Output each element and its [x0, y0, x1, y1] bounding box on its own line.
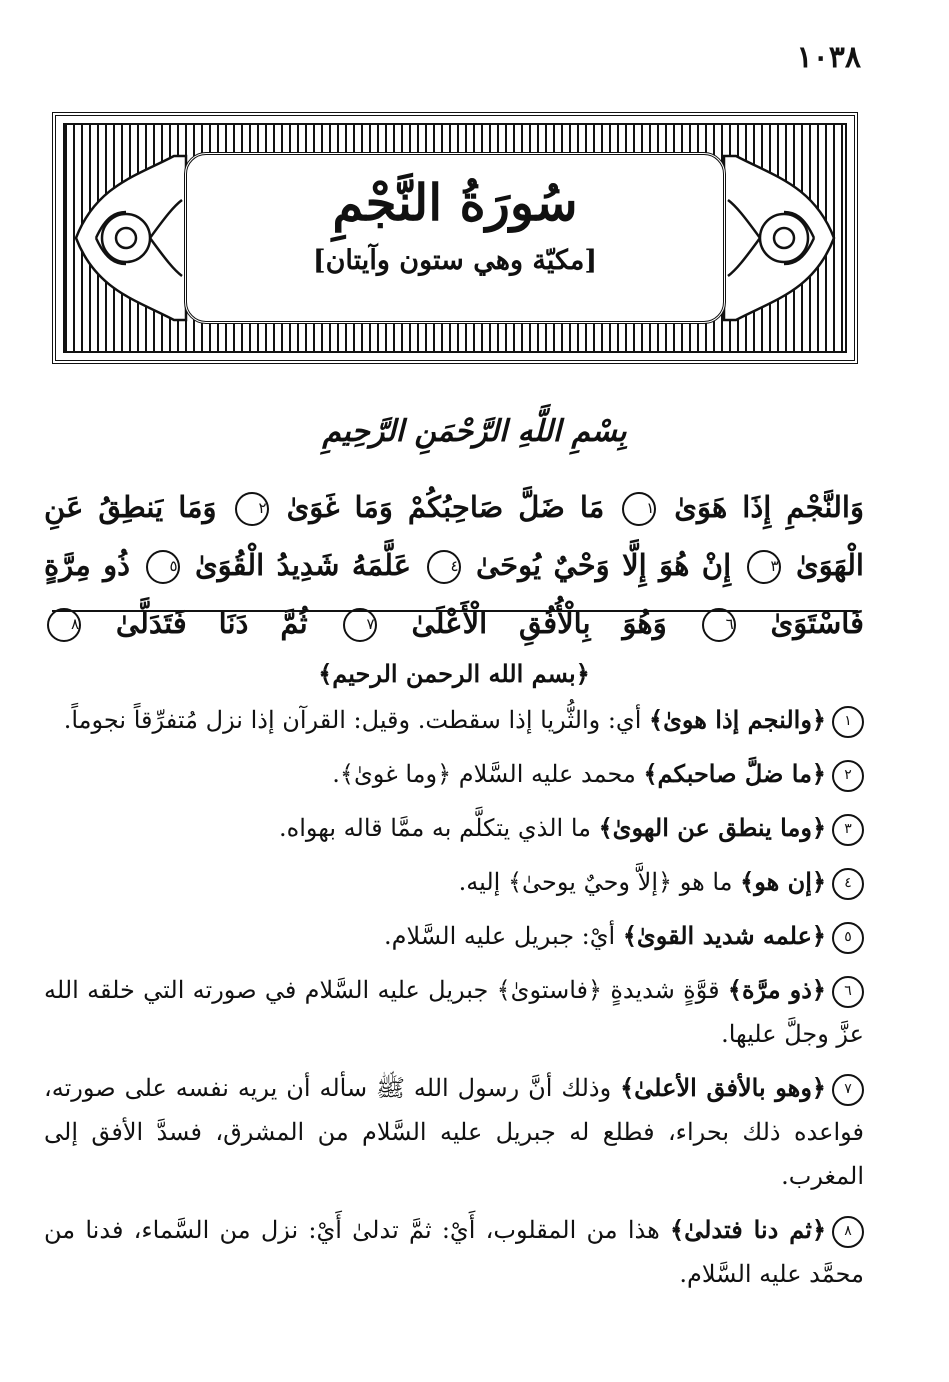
- quoted-verse: ﴿وهو بالأفق الأعلىٰ﴾: [620, 1073, 826, 1102]
- quran-verses: [44, 478, 864, 652]
- page-number: ١٠٣٨: [796, 40, 861, 75]
- verse-text: ثُمَّ دَنَا فَتَدَلَّىٰ: [115, 606, 308, 640]
- ayah-number-marker: ١: [622, 492, 656, 526]
- commentary-text: ما الذي يتكلَّم به ممَّا قاله بهواه.: [279, 814, 599, 842]
- tafsir-entry: [44, 752, 864, 796]
- tafsir-entry: [44, 860, 864, 904]
- basmala: بِسْمِ اللَّهِ الرَّحْمَنِ الرَّحِيمِ: [322, 414, 627, 449]
- commentary-text: محمد عليه السَّلام ﴿وما غوىٰ﴾.: [332, 760, 644, 788]
- commentary-text: قوَّةٍ شديدةٍ ﴿فاستوىٰ﴾ جبريل عليه السَّلام في صورته التي خلقه الله عزَّ وجلَّ عليها.: [44, 976, 864, 1048]
- commentary-text: هذا من المقلوب، أَيْ: ثمَّ تدلىٰ أَيْ: نزل من السَّماء، فدنا من محمَّد عليه السَّلام.: [44, 1216, 864, 1288]
- quoted-verse: ﴿ثم دنا فتدلىٰ﴾: [670, 1215, 826, 1244]
- commentary-text: ما هو ﴿إلاَّ وحيٌ يوحىٰ﴾ إليه.: [458, 868, 741, 896]
- ayah-number-marker: ١: [832, 706, 864, 738]
- tafsir-entry: [44, 1066, 864, 1198]
- surah-header-frame: [52, 112, 858, 364]
- ayah-number-marker: ٣: [832, 814, 864, 846]
- ayah-number-marker: ٣: [747, 550, 781, 584]
- quoted-verse: ﴿إن هو﴾: [740, 867, 826, 896]
- ayah-number-marker: ٧: [832, 1074, 864, 1106]
- ayah-number-marker: ٦: [702, 608, 736, 642]
- ayah-number-marker: ٨: [832, 1216, 864, 1248]
- commentary-text: أيْ: جبريل عليه السَّلام.: [384, 922, 623, 950]
- quoted-verse: ﴿ذو مرَّة﴾: [727, 975, 826, 1004]
- ayah-number-marker: ٥: [832, 922, 864, 954]
- tafsir-entry: [44, 698, 864, 742]
- tafsir-heading: ﴿بسم الله الرحمن الرحيم﴾: [318, 659, 590, 688]
- quoted-verse: ﴿وما ينطق عن الهوىٰ﴾: [598, 813, 826, 842]
- verse-text: ذُو مِرَّةٍ فَاسْتَوَىٰ: [44, 548, 864, 640]
- ayah-number-marker: ٨: [47, 608, 81, 642]
- surah-title-panel: [184, 152, 726, 324]
- tafsir-entry: [44, 968, 864, 1056]
- tafsir-entry: [44, 1208, 864, 1296]
- surah-name: سُورَةُ النَّجْمِ: [332, 173, 578, 232]
- verse-text: وَالنَّجْمِ إِذَا هَوَىٰ: [674, 490, 864, 524]
- verse-text: وَمَا يَنطِقُ عَنِ الْهَوَىٰ: [44, 490, 864, 582]
- verse-text: وَهُوَ بِالْأُفُقِ الْأَعْلَىٰ: [411, 606, 667, 640]
- tafsir-entry: [44, 806, 864, 850]
- ayah-number-marker: ٦: [832, 976, 864, 1008]
- tafsir-section: [44, 652, 864, 1306]
- ayah-number-marker: ٤: [427, 550, 461, 584]
- verse-text: مَا ضَلَّ صَاحِبُكُمْ وَمَا غَوَىٰ: [286, 490, 605, 524]
- commentary-text: أي: والثُّريا إذا سقطت. وقيل: القرآن إذا نزل مُتفرِّقاً نجوماً.: [63, 706, 650, 734]
- surah-description: [مكيّة وهي ستون وآيتان]: [312, 245, 598, 276]
- tafsir-entry: [44, 914, 864, 958]
- ayah-number-marker: ٥: [146, 550, 180, 584]
- quoted-verse: ﴿والنجم إذا هوىٰ﴾: [649, 705, 826, 734]
- commentary-text: وذلك أنَّ رسول الله ﷺ سأله أن يريه نفسه على صورته، فواعده ذلك بحراء، فطلع له جبريل عليه السَّلام من المشرق، فسدَّ الأفق إلى المغرب.: [44, 1074, 864, 1190]
- verse-text: عَلَّمَهُ شَدِيدُ الْقُوَىٰ: [194, 548, 412, 582]
- verse-text: إِنْ هُوَ إِلَّا وَحْيٌ يُوحَىٰ: [475, 548, 732, 582]
- ayah-number-marker: ٤: [832, 868, 864, 900]
- ayah-number-marker: ٢: [235, 492, 269, 526]
- section-divider: [52, 610, 858, 612]
- ayah-number-marker: ٧: [343, 608, 377, 642]
- ayah-number-marker: ٢: [832, 760, 864, 792]
- quoted-verse: ﴿ما ضلَّ صاحبكم﴾: [643, 759, 826, 788]
- quoted-verse: ﴿علمه شديد القوىٰ﴾: [622, 921, 826, 950]
